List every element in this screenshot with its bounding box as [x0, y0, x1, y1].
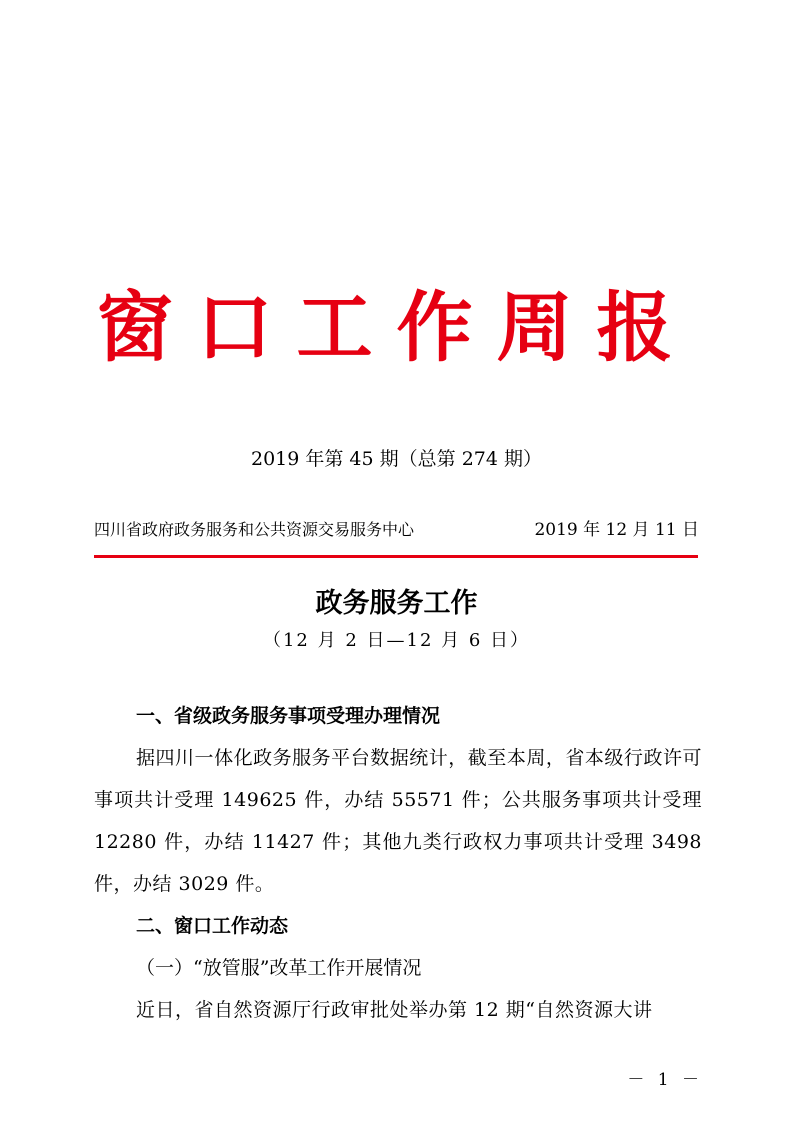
paragraph-1: 据四川一体化政务服务平台数据统计，截至本周，省本级行政许可事项共计受理 149625 件，办结 55571 件；公共服务事项共计受理 12280 件，办结 11427 件；其他九类行政权力事项共计受理 3498 件，办结 3029 件。 [94, 747, 702, 895]
paragraph-2: 近日，省自然资源厅行政审批处举办第 12 期“自然资源大讲 [136, 999, 653, 1021]
subheading-1: （一）“放管服”改革工作开展情况 [136, 957, 422, 979]
red-divider [94, 555, 698, 558]
heading-2: 二、窗口工作动态 [136, 915, 289, 937]
issue-number: 2019 年第 45 期（总第 274 期） [251, 448, 542, 470]
document-body [94, 695, 702, 1031]
date-range: （12 月 2 日—12 月 6 日） [262, 630, 531, 651]
publish-date: 2019 年 12 月 11 日 [534, 520, 699, 540]
page-number: － 1 － [627, 1070, 703, 1090]
heading-1: 一、省级政务服务事项受理办理情况 [136, 705, 441, 727]
publisher-name: 四川省政府政务服务和公共资源交易服务中心 [94, 520, 415, 539]
masthead-title: 窗口工作周报 [96, 283, 697, 372]
section-title: 政务服务工作 [315, 588, 478, 619]
